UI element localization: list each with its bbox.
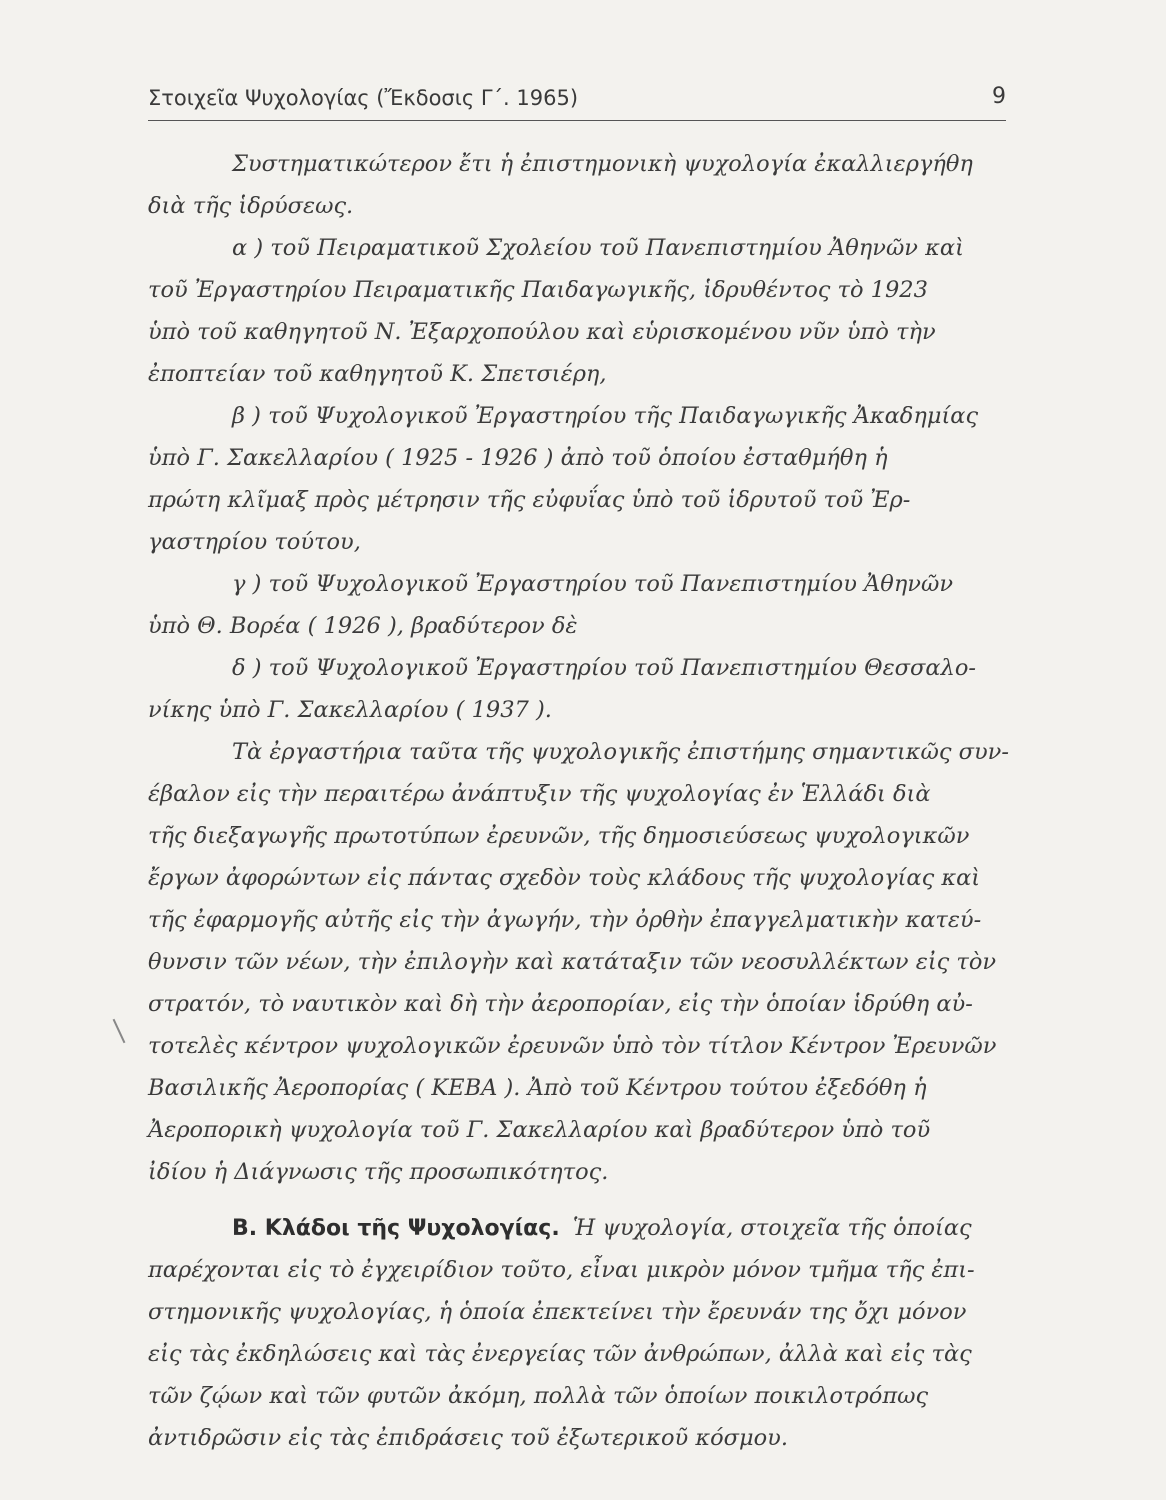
section-heading-line: Β. Κλάδοι τῆς Ψυχολογίας. Ἡ ψυχολογία, στοιχεῖα τῆς ὁποίας — [0, 1208, 1166, 1248]
page-number: 9 — [992, 84, 1006, 109]
text-line: α ) τοῦ Πειραματικοῦ Σχολείου τοῦ Πανεπιστημίου Ἀθηνῶν καὶ — [232, 235, 964, 261]
text-line: Βασιλικῆς Ἀεροπορίας ( ΚΕΒΑ ). Ἀπὸ τοῦ Κέντρου τούτου ἐξεδόθη ἡ — [148, 1075, 927, 1101]
text-line: ἰδίου ἡ Διάγνωσις τῆς προσωπικότητος. — [148, 1159, 609, 1185]
text-line: Συστηματικώτερον ἔτι ἡ ἐπιστημονικὴ ψυχολογία ἐκαλλιεργήθη — [232, 151, 973, 177]
text-line: δ ) τοῦ Ψυχολογικοῦ Ἐργαστηρίου τοῦ Πανεπιστημίου Θεσσαλο- — [232, 655, 976, 681]
text-line: γαστηρίου τούτου, — [148, 529, 361, 555]
text-line: παρέχονται εἰς τὸ ἐγχειρίδιον τοῦτο, εἶναι μικρὸν μόνον τμῆμα τῆς ἐπι- — [148, 1257, 975, 1283]
text-line: τοτελὲς κέντρον ψυχολογικῶν ἐρευνῶν ὑπὸ τὸν τίτλον Κέντρον Ἐρευνῶν — [148, 1033, 997, 1059]
section-heading: Β. Κλάδοι τῆς Ψυχολογίας. — [232, 1216, 560, 1241]
text-line: διὰ τῆς ἱδρύσεως. — [148, 193, 354, 219]
text-line: στρατόν, τὸ ναυτικὸν καὶ δὴ τὴν ἀεροπορίαν, εἰς τὴν ὁποίαν ἱδρύθη αὐ- — [148, 991, 973, 1017]
text-line: θυνσιν τῶν νέων, τὴν ἐπιλογὴν καὶ κατάταξιν τῶν νεοσυλλέκτων εἰς τὸν — [148, 949, 997, 975]
text-line: νίκης ὑπὸ Γ. Σακελλαρίου ( 1937 ). — [148, 697, 552, 723]
text-line: στημονικῆς ψυχολογίας, ἡ ὁποία ἐπεκτείνει τὴν ἔρευνάν της ὄχι μόνον — [148, 1299, 967, 1325]
text-line: ἐποπτείαν τοῦ καθηγητοῦ Κ. Σπετσιέρη, — [148, 361, 607, 387]
text-line: ὑπὸ Θ. Βορέα ( 1926 ), βραδύτερον δὲ — [148, 613, 578, 639]
text-line: ὑπὸ Γ. Σακελλαρίου ( 1925 - 1926 ) ἀπὸ τοῦ ὁποίου ἐσταθμήθη ἡ — [148, 445, 888, 471]
text-line: ἀντιδρῶσιν εἰς τὰς ἐπιδράσεις τοῦ ἐξωτερικοῦ κόσμου. — [148, 1425, 788, 1451]
running-title: Στοιχεῖα Ψυχολογίας (Ἔκδοσις Γ΄. 1965) — [148, 86, 579, 110]
text-line: γ ) τοῦ Ψυχολογικοῦ Ἐργαστηρίου τοῦ Πανεπιστημίου Ἀθηνῶν — [232, 571, 954, 597]
text-line: ἔργων ἀφορώντων εἰς πάντας σχεδὸν τοὺς κλάδους τῆς ψυχολογίας καὶ — [148, 865, 981, 891]
text-line: β ) τοῦ Ψυχολογικοῦ Ἐργαστηρίου τῆς Παιδαγωγικῆς Ἀκαδημίας — [232, 403, 979, 429]
text-line: πρώτη κλῖμαξ πρὸς μέτρησιν τῆς εὐφυΐας ὑπὸ τοῦ ἱδρυτοῦ τοῦ Ἐρ- — [148, 487, 911, 513]
text-line: Ἀεροπορικὴ ψυχολογία τοῦ Γ. Σακελλαρίου καὶ βραδύτερον ὑπὸ τοῦ — [148, 1117, 931, 1143]
text-line: τῆς ἐφαρμογῆς αὐτῆς εἰς τὴν ἀγωγήν, τὴν ὀρθὴν ἐπαγγελματικὴν κατεύ- — [148, 907, 982, 933]
text-line: εἰς τὰς ἐκδηλώσεις καὶ τὰς ἐνεργείας τῶν ἀνθρώπων, ἀλλὰ καὶ εἰς τὰς — [148, 1341, 972, 1367]
text-line: τῶν ζῴων καὶ τῶν φυτῶν ἀκόμη, πολλὰ τῶν ὁποίων ποικιλοτρόπως — [148, 1383, 929, 1409]
text-line: έβαλον εἰς τὴν περαιτέρω ἀνάπτυξιν τῆς ψυχολογίας ἐν Ἑλλάδι διὰ — [148, 781, 931, 807]
text-line: Τὰ ἐργαστήρια ταῦτα τῆς ψυχολογικῆς ἐπιστήμης σημαντικῶς συν- — [232, 739, 1009, 765]
text-line: ὑπὸ τοῦ καθηγητοῦ Ν. Ἐξαρχοπούλου καὶ εὑρισκομένου νῦν ὑπὸ τὴν — [148, 319, 936, 345]
text-line: τοῦ Ἐργαστηρίου Πειραματικῆς Παιδαγωγικῆς, ἱδρυθέντος τὸ 1923 — [148, 277, 928, 303]
text-line: τῆς διεξαγωγῆς πρωτοτύπων ἐρευνῶν, τῆς δημοσιεύσεως ψυχολογικῶν — [148, 823, 970, 849]
